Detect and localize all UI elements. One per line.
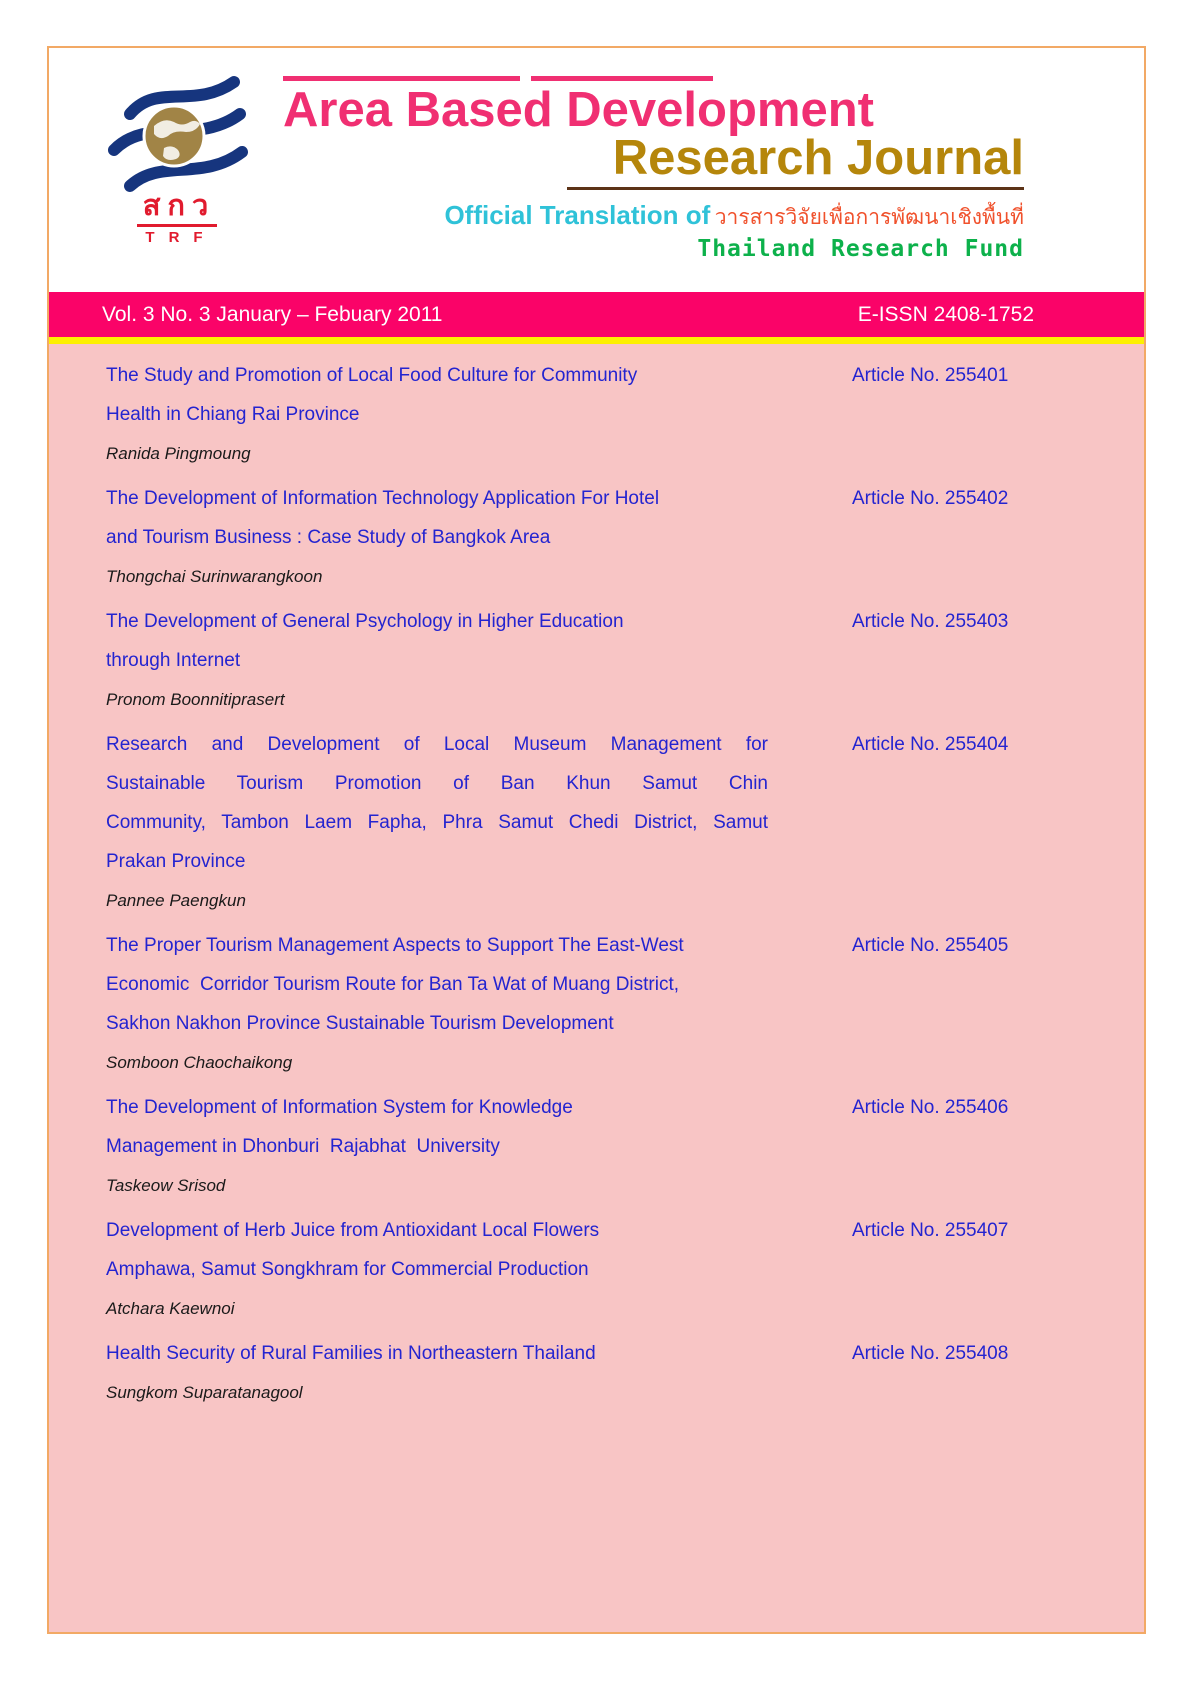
article-list bbox=[49, 344, 1144, 1632]
article-number: Article No. 255402 bbox=[852, 488, 1009, 509]
journal-title-line1: Area Based Development bbox=[283, 83, 874, 137]
logo-thai-acronym: สกว bbox=[137, 192, 218, 227]
trf-logo-waves-globe-icon bbox=[102, 74, 252, 192]
trf-logo bbox=[99, 74, 255, 245]
issue-bar bbox=[49, 292, 1144, 337]
issn-label: E-ISSN 2408-1752 bbox=[857, 302, 1034, 326]
article-title: The Development of Information Technology Application For Hotel and Tourism Business : Case Study of Bangkok Area bbox=[106, 488, 660, 548]
article-number: Article No. 255405 bbox=[852, 935, 1009, 956]
article-number: Article No. 255401 bbox=[852, 365, 1009, 386]
journal-title-line2: Research Journal bbox=[612, 130, 1024, 185]
subtitle-thai-title: วารสารวิจัยเพื่อการพัฒนาเชิงพื้นที่ bbox=[714, 205, 1024, 229]
article-entry bbox=[106, 926, 1034, 1082]
journal-header bbox=[49, 48, 1144, 292]
page-frame bbox=[47, 46, 1146, 1634]
article-author: Pannee Paengkun bbox=[106, 891, 246, 910]
journal-subtitle bbox=[283, 201, 1024, 231]
article-author: Thongchai Surinwarangkoon bbox=[106, 567, 323, 586]
article-title: The Proper Tourism Management Aspects to Support The East-West Economic Corridor Tourism Route for Ban Ta Wat of Muang District, Sakhon Nakhon Province Sustainable Tourism Development bbox=[106, 935, 684, 1034]
article-number: Article No. 255408 bbox=[852, 1343, 1009, 1364]
volume-label: Vol. 3 No. 3 January – Febuary 2011 bbox=[102, 302, 443, 326]
article-author: Ranida Pingmoung bbox=[106, 444, 251, 463]
article-title: Health Security of Rural Families in Northeastern Thailand bbox=[106, 1343, 596, 1364]
article-title: The Development of General Psychology in Higher Education through Internet bbox=[106, 611, 624, 671]
article-entry bbox=[106, 602, 1034, 719]
article-entry bbox=[106, 1334, 1034, 1412]
subtitle-prefix: Official Translation of bbox=[444, 199, 711, 230]
article-author: Somboon Chaochaikong bbox=[106, 1053, 293, 1072]
article-author: Sungkom Suparatanagool bbox=[106, 1383, 303, 1402]
article-entry bbox=[106, 1088, 1034, 1205]
article-entry bbox=[106, 1211, 1034, 1328]
article-author: Atchara Kaewnoi bbox=[106, 1299, 235, 1318]
article-number: Article No. 255407 bbox=[852, 1220, 1009, 1241]
article-title: Research and Development of Local Museum Management for Sustainable Tourism Promotion of Ban Khun Samut Chin Community, Tambon Laem Fapha, Phra Samut Chedi District, Samut Prakan Province bbox=[106, 734, 768, 872]
article-title: The Development of Information System for Knowledge Management in Dhonburi Rajabhat University bbox=[106, 1097, 573, 1157]
yellow-divider bbox=[49, 337, 1144, 344]
article-number: Article No. 255403 bbox=[852, 611, 1009, 632]
title-overline bbox=[283, 76, 1024, 81]
article-entry bbox=[106, 479, 1034, 596]
article-entry bbox=[106, 725, 1034, 920]
org-name: Thailand Research Fund bbox=[697, 235, 1024, 262]
article-author: Taskeow Srisod bbox=[106, 1176, 226, 1195]
article-entry bbox=[106, 356, 1034, 473]
logo-latin-acronym: TRF bbox=[145, 229, 217, 246]
article-title: Development of Herb Juice from Antioxidant Local Flowers Amphawa, Samut Songkhram for Commercial Production bbox=[106, 1220, 600, 1280]
article-title: The Study and Promotion of Local Food Culture for Community Health in Chiang Rai Province bbox=[106, 365, 638, 425]
journal-title-block bbox=[283, 76, 1024, 262]
article-number: Article No. 255406 bbox=[852, 1097, 1009, 1118]
article-number: Article No. 255404 bbox=[852, 734, 1009, 755]
article-author: Pronom Boonnitiprasert bbox=[106, 690, 285, 709]
title-underline bbox=[567, 187, 1024, 190]
